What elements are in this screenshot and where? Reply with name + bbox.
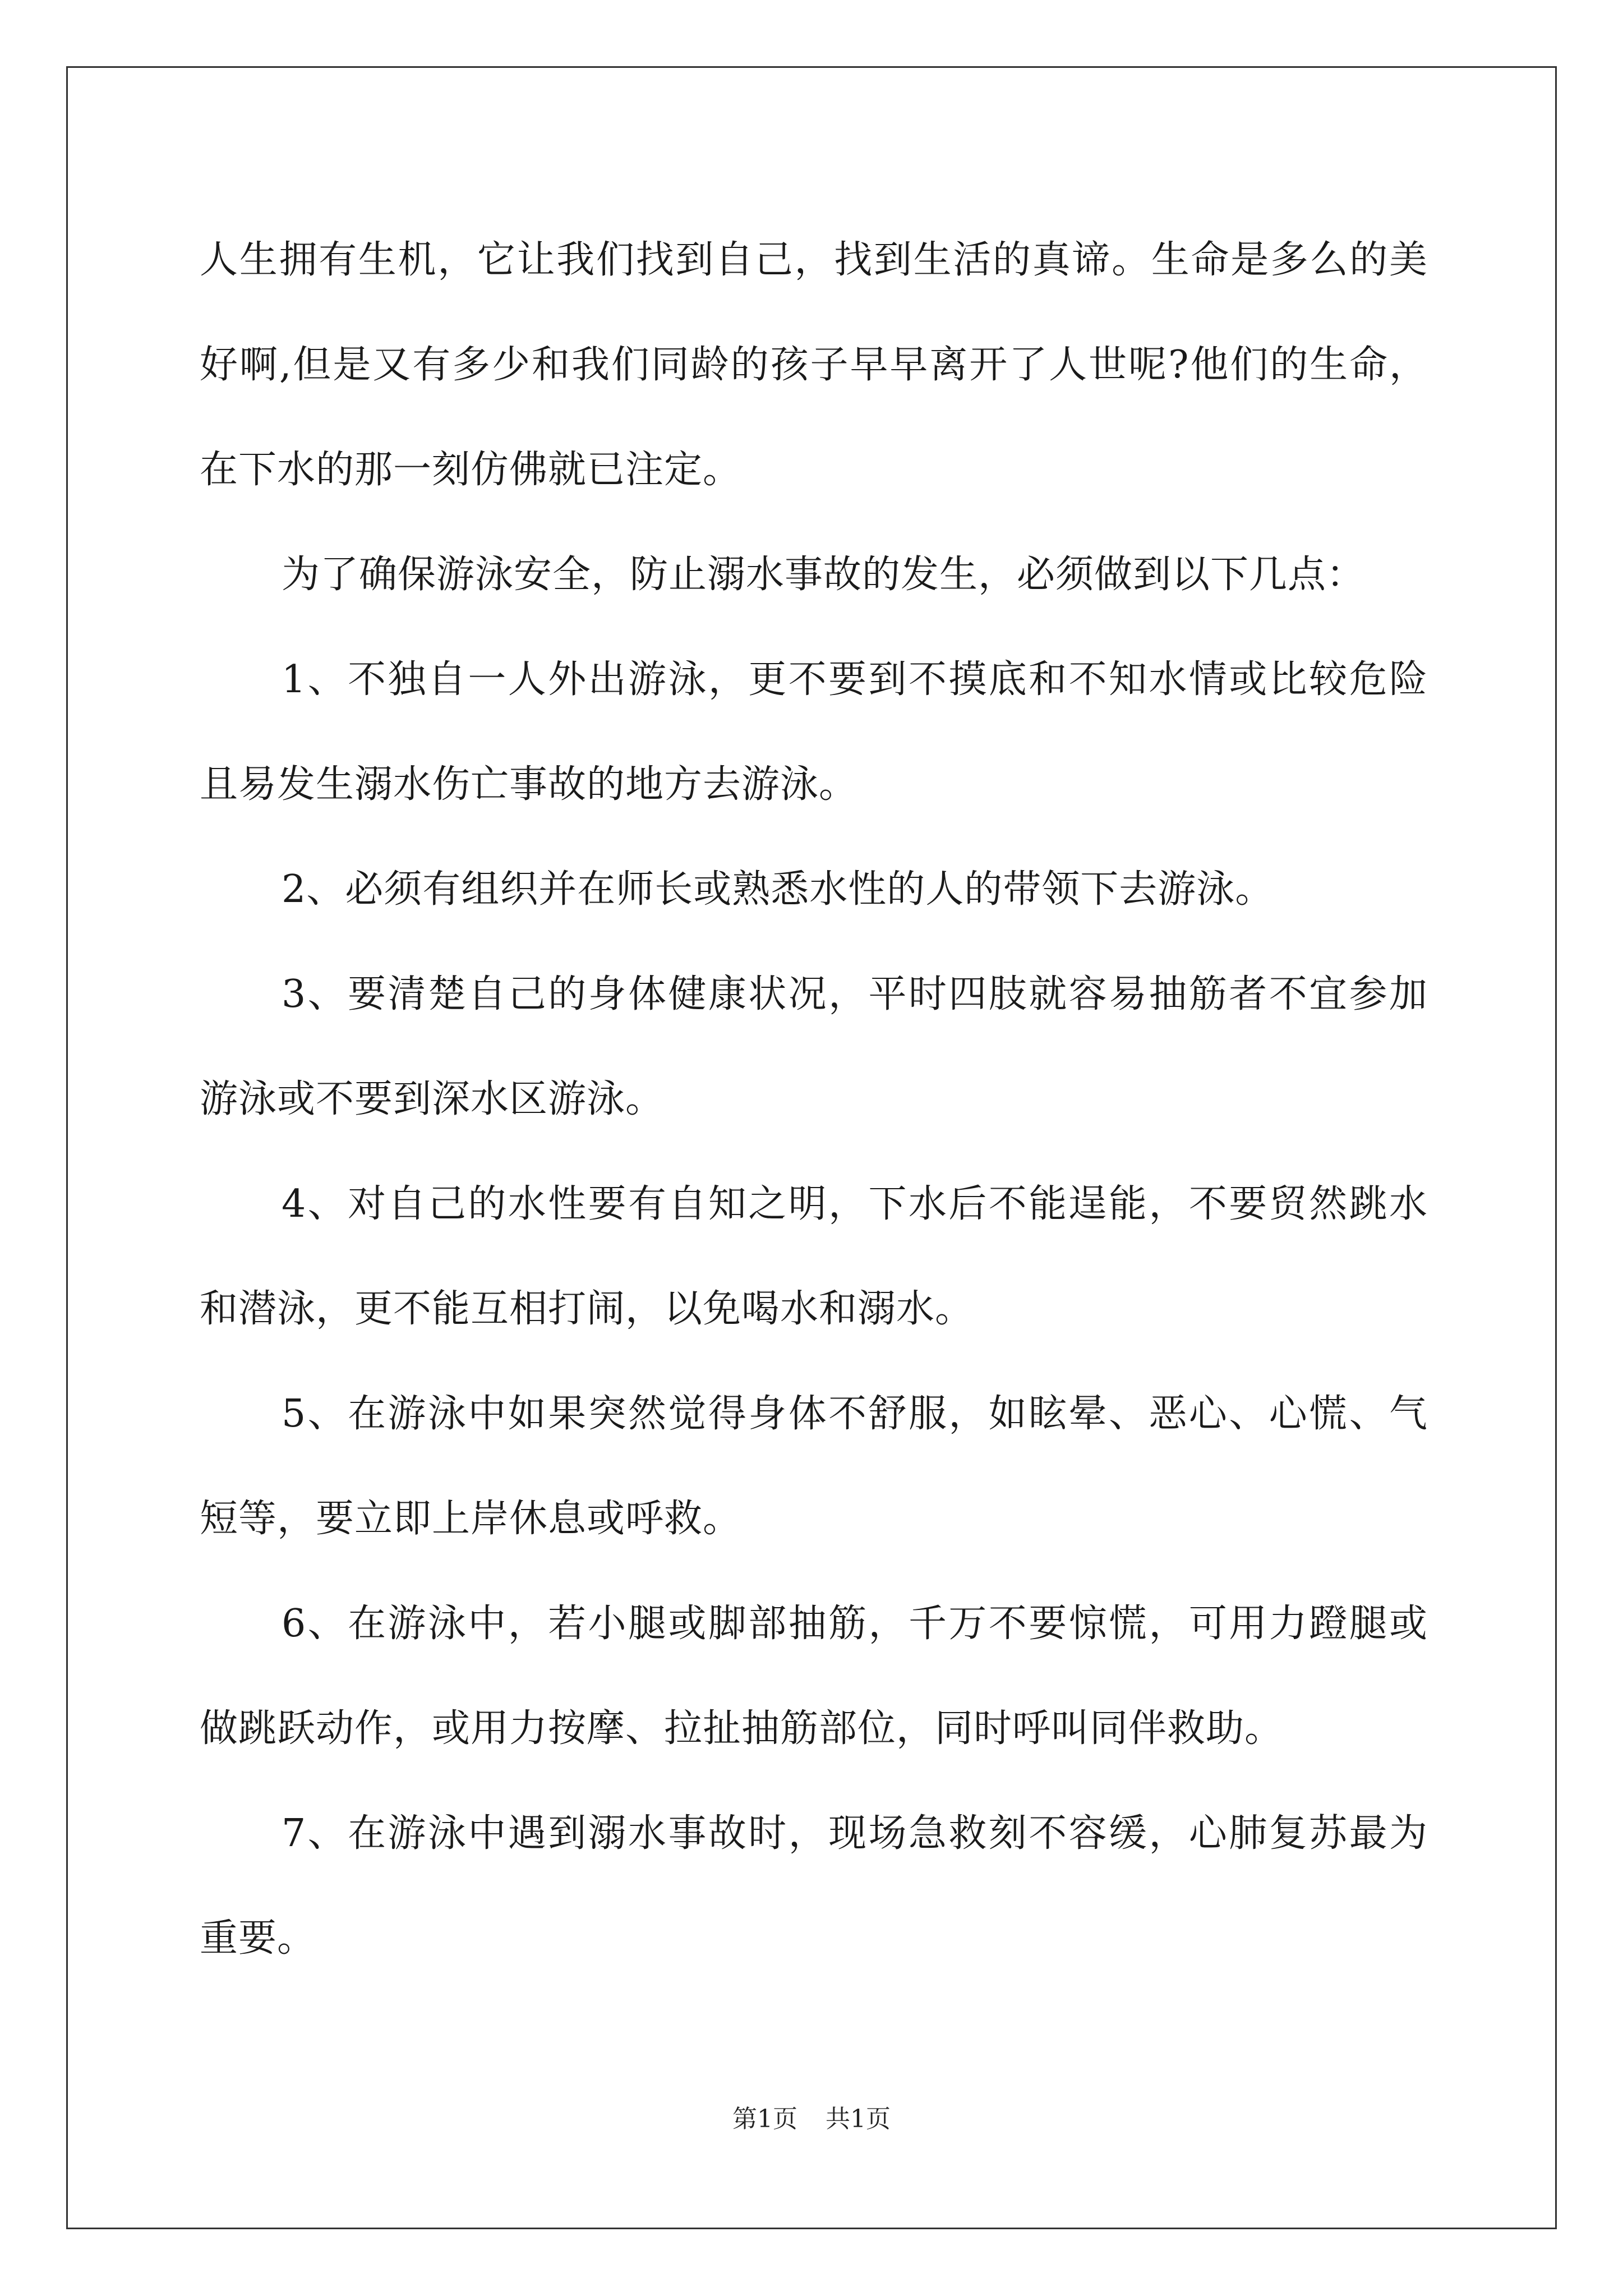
page-footer (0, 2102, 1623, 2136)
document-body (200, 208, 1428, 1991)
paragraph-item-2: 2、必须有组织并在师长或熟悉水性的人的带领下去游泳。 (282, 867, 1274, 912)
page-number-total: 共1页 (826, 2105, 891, 2133)
paragraph-intro: 人生拥有生机，它让我们找到自己，找到生活的真谛。生命是多么的美好啊,但是又有多少和我们同龄的孩子早早离开了人世呢?他们的生命，在下水的那一刻仿佛就已注定。 (200, 238, 1428, 492)
paragraph-item-7: 7、在游泳中遇到溺水事故时，现场急救刻不容缓，心肺复苏最为重要。 (200, 1811, 1428, 1961)
paragraph-lead: 为了确保游泳安全，防止溺水事故的发生，必须做到以下几点： (282, 553, 1366, 597)
paragraph-item-5: 5、在游泳中如果突然觉得身体不舒服，如眩晕、恶心、心慌、气短等，要立即上岸休息或呼救。 (200, 1392, 1428, 1541)
paragraph-item-3: 3、要清楚自己的身体健康状况，平时四肢就容易抽筋者不宜参加游泳或不要到深水区游泳。 (200, 972, 1428, 1121)
paragraph-item-4: 4、对自己的水性要有自知之明，下水后不能逞能，不要贸然跳水和潜泳，更不能互相打闹，以免喝水和溺水。 (200, 1182, 1428, 1331)
paragraph-item-1: 1、不独自一人外出游泳，更不要到不摸底和不知水情或比较危险且易发生溺水伤亡事故的地方去游泳。 (200, 657, 1428, 807)
paragraph-item-6: 6、在游泳中，若小腿或脚部抽筋，千万不要惊慌，可用力蹬腿或做跳跃动作，或用力按摩、拉扯抽筋部位，同时呼叫同伴救助。 (200, 1602, 1428, 1751)
page-number-current: 第1页 (732, 2105, 797, 2133)
